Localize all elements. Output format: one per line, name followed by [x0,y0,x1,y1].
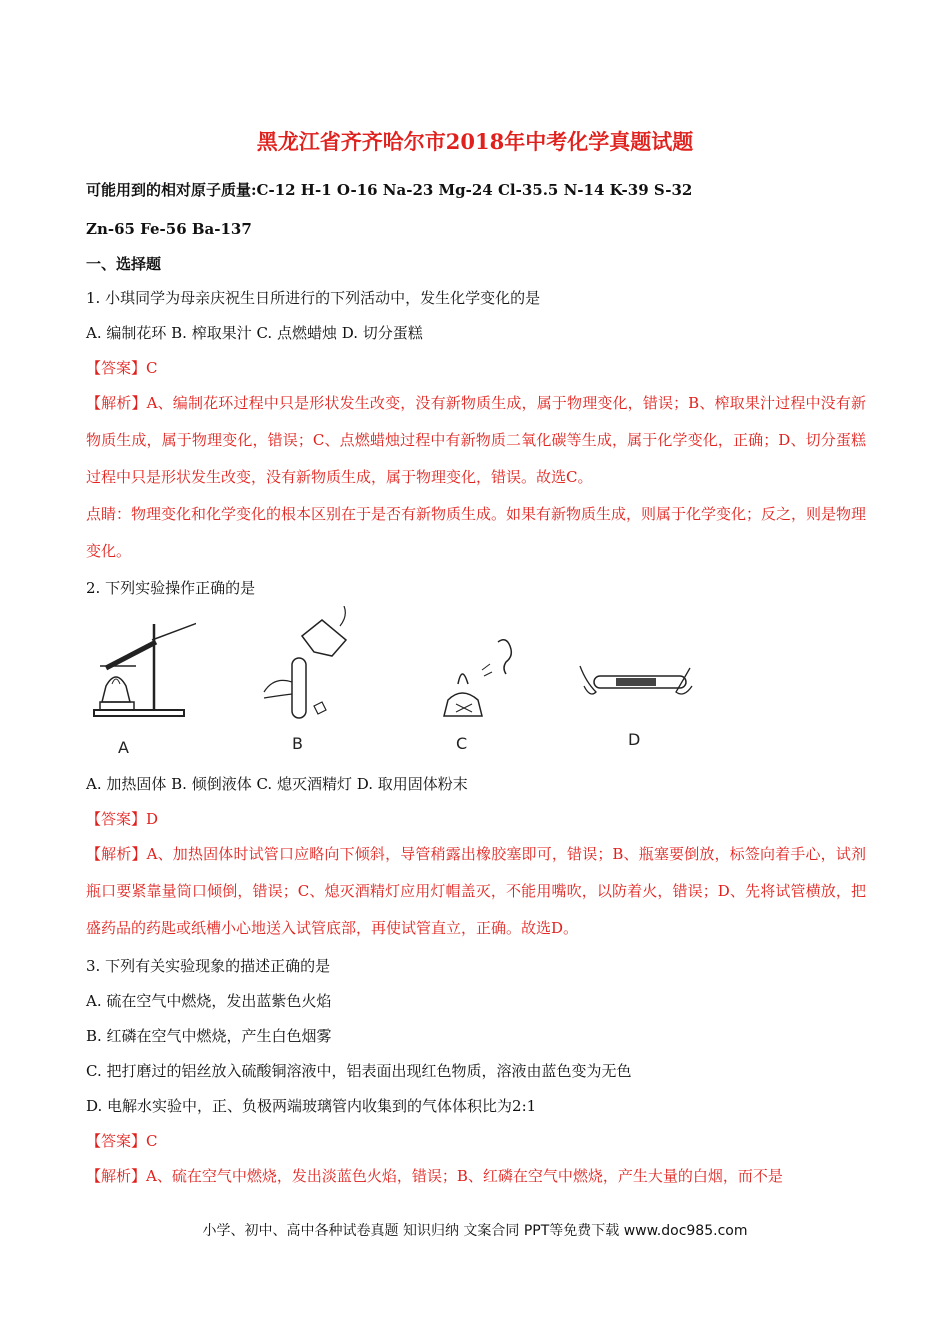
page-footer: 小学、初中、高中各种试卷真题 知识归纳 文案合同 PPT等免费下载 www.doc985.com [202,1223,748,1239]
figure-label-d: D [628,730,641,749]
q3-option-b: B. 红磷在空气中燃烧，产生白色烟雾 [86,1027,332,1045]
q3-option-a: A. 硫在空气中燃烧，发出蓝紫色火焰 [86,992,332,1010]
q3-question: 3. 下列有关实验现象的描述正确的是 [86,957,331,975]
figure-d-solid-powder [576,606,706,756]
figure-c-alcohol-lamp [436,606,546,756]
atomic-masses-line-2: Zn-65 Fe-56 Ba-137 [86,220,252,238]
figure-label-b: B [292,734,303,753]
figure-label-a: A [118,738,129,757]
q3-answer: 【答案】C [86,1132,158,1150]
q3-option-c: C. 把打磨过的铝丝放入硫酸铜溶液中，铝表面出现红色物质，溶液由蓝色变为无色 [86,1062,632,1080]
q1-answer: 【答案】C [86,359,158,377]
q1-options: A. 编制花环 B. 榨取果汁 C. 点燃蜡烛 D. 切分蛋糕 [86,324,423,342]
figure-a-heating-solid [86,606,196,756]
q3-option-d: D. 电解水实验中，正、负极两端玻璃管内收集到的气体体积比为2:1 [86,1097,537,1115]
q2-question: 2. 下列实验操作正确的是 [86,579,256,597]
section-heading-choice: 一、选择题 [86,255,162,273]
q1-question: 1. 小琪同学为母亲庆祝生日所进行的下列活动中，发生化学变化的是 [86,289,541,307]
q2-options: A. 加热固体 B. 倾倒液体 C. 熄灭酒精灯 D. 取用固体粉末 [86,775,468,793]
q2-analysis: 【解析】A、加热固体时试管口应略向下倾斜，导管稍露出橡胶塞即可，错误；B、瓶塞要倒放，标签向着手心，试剂瓶口要紧靠量筒口倾倒，错误；C、熄灭酒精灯应用灯帽盖灭，不能用嘴吹，以防着火，错误；D、先将试管横放，把盛药品的药匙或纸槽小心地送入试管底部，再使试管直立，正确。故选D。 [86,845,866,937]
q2-answer: 【答案】D [86,810,159,828]
figure-label-c: C [456,734,468,753]
page-title: 黑龙江省齐齐哈尔市2018年中考化学真题试题 [256,129,694,154]
q1-tip: 点睛：物理变化和化学变化的根本区别在于是否有新物质生成。如果有新物质生成，则属于化学变化；反之，则是物理变化。 [86,505,867,560]
q3-analysis: 【解析】A、硫在空气中燃烧，发出淡蓝色火焰，错误；B、红磷在空气中燃烧，产生大量的白烟，而不是 [86,1167,783,1185]
q1-analysis: 【解析】A、编制花环过程中只是形状发生改变，没有新物质生成，属于物理变化，错误；B、榨取果汁过程中没有新物质生成，属于物理变化，错误；C、点燃蜡烛过程中有新物质二氧化碳等生成，属于化学变化，正确；D、切分蛋糕过程中只是形状发生改变，没有新物质生成，属于物理变化，错误。故选C。 [86,394,866,486]
figure-b-pouring-liquid [256,606,366,756]
q2-figures [86,606,706,756]
atomic-masses-line-1: 可能用到的相对原子质量:C-12 H-1 O-16 Na-23 Mg-24 Cl-35.5 N-14 K-39 S-32 [86,181,693,199]
